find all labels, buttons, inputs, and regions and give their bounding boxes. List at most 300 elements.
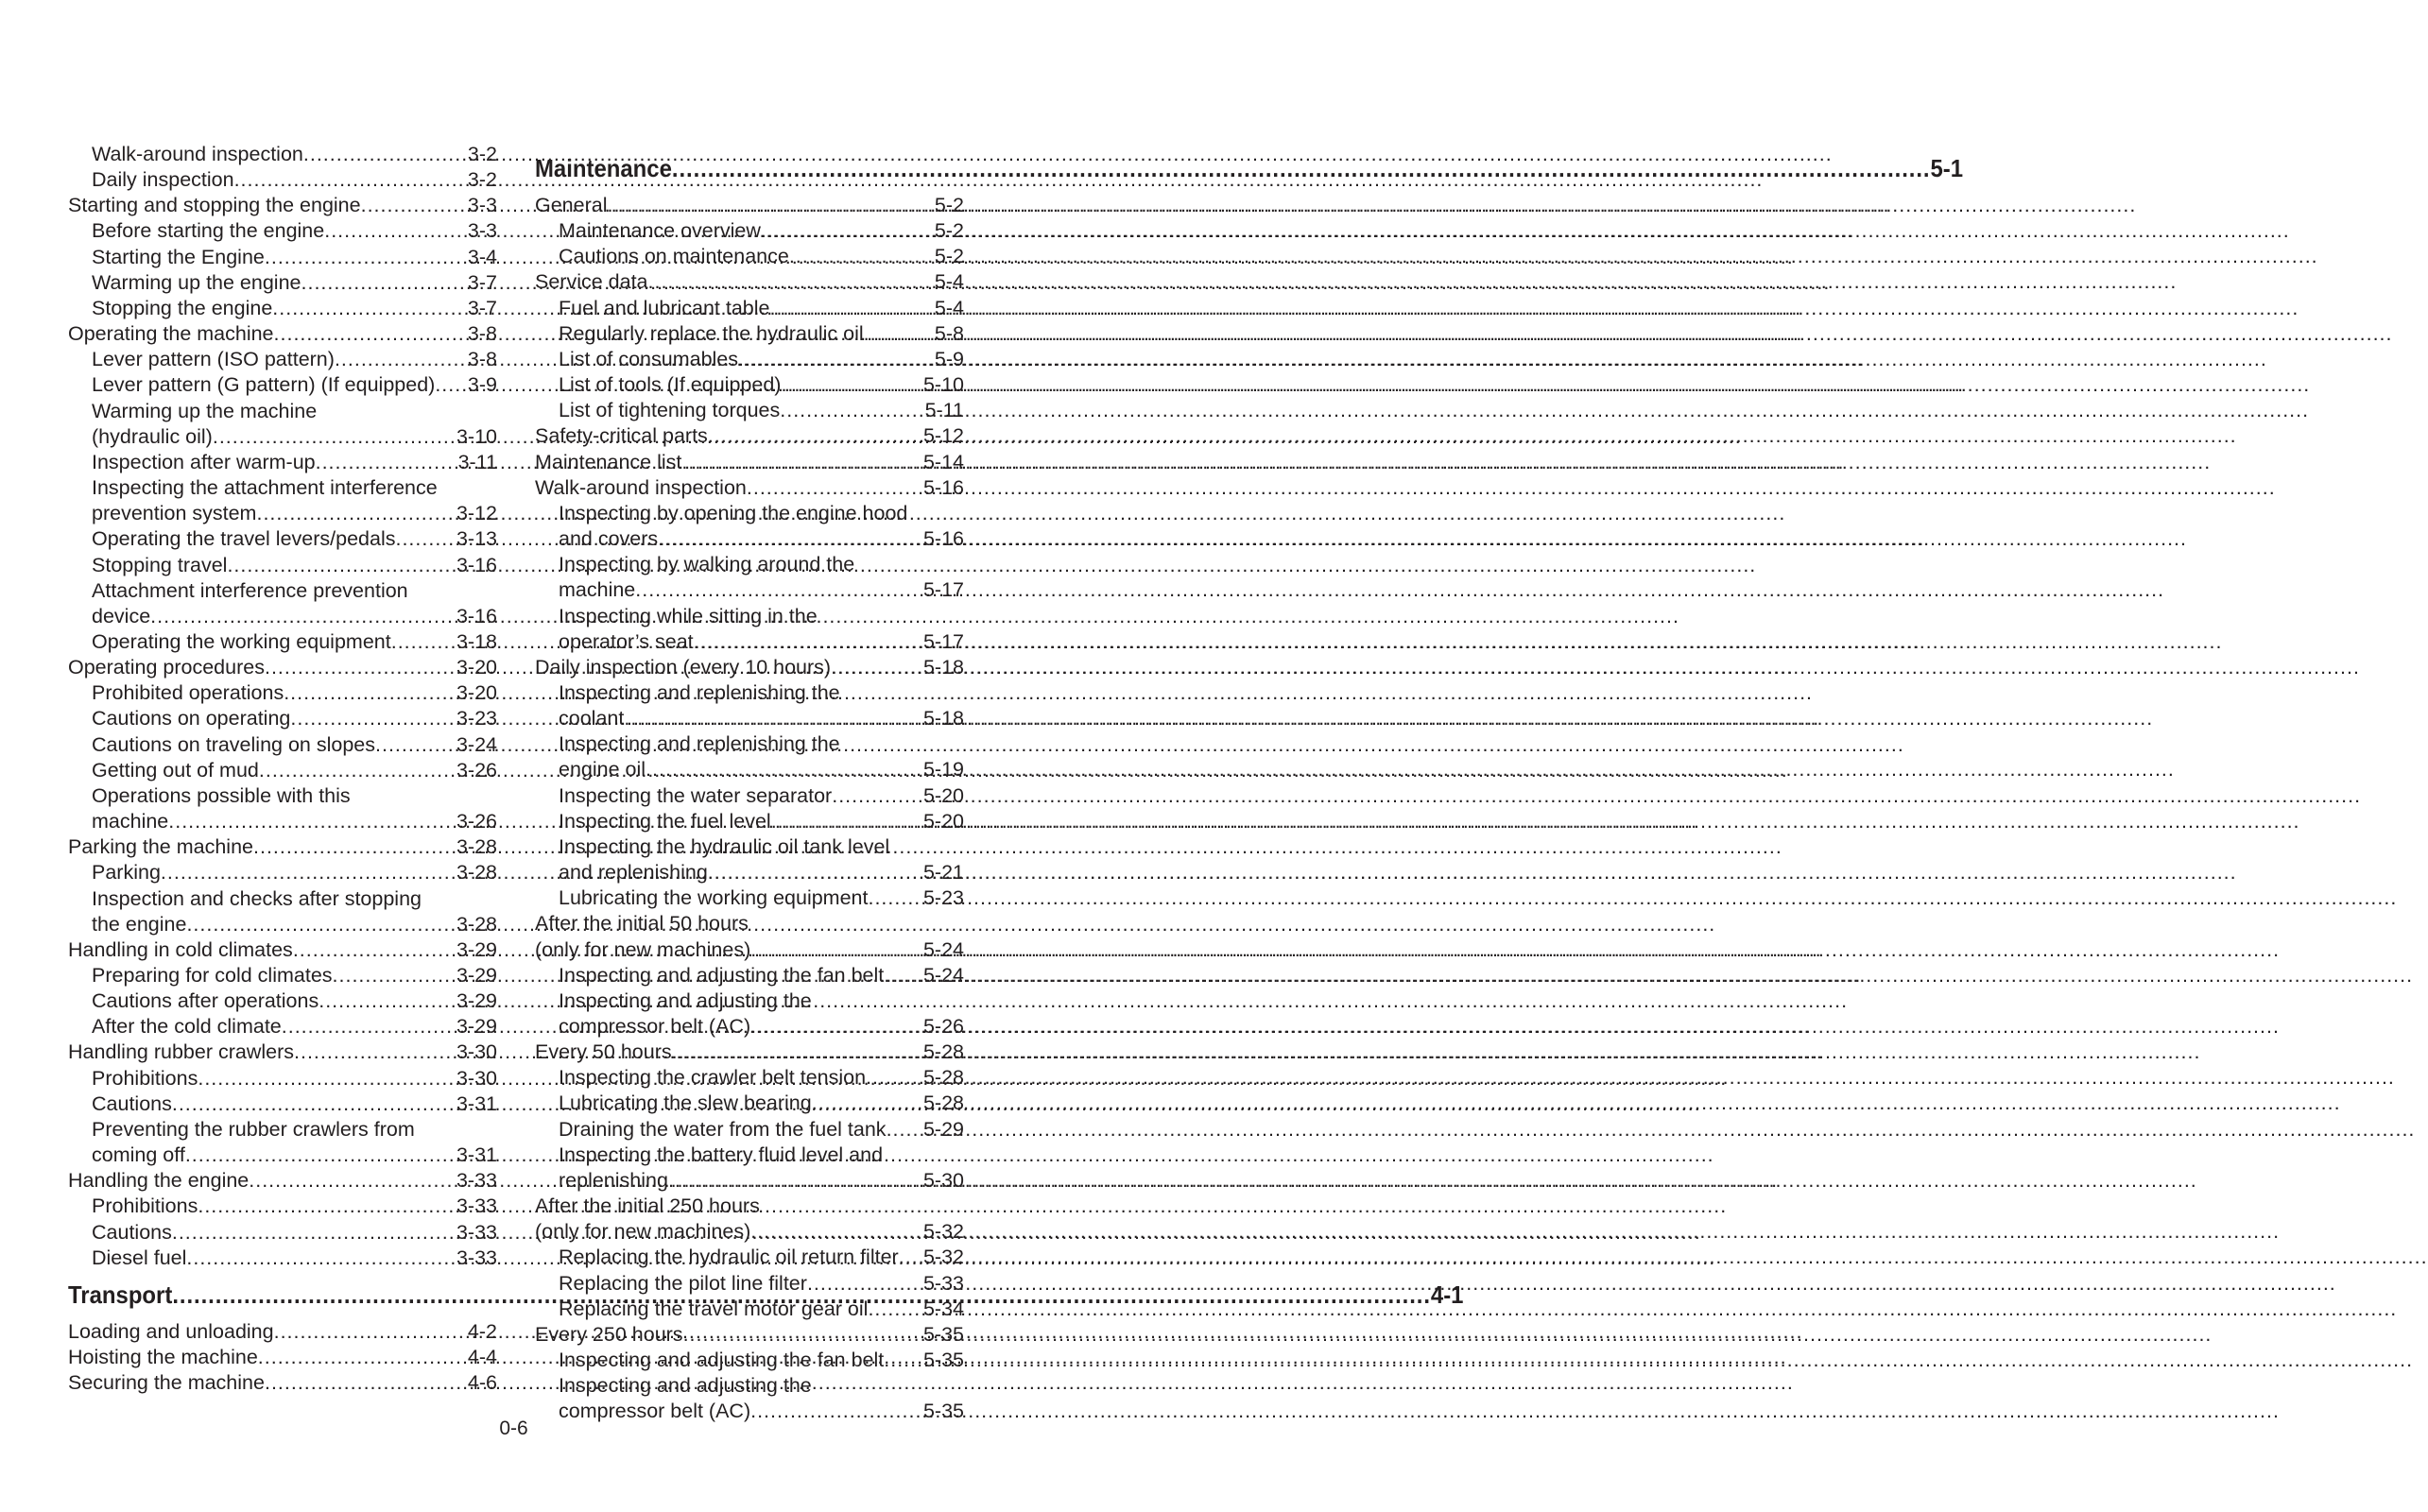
toc-entry-page: 3-16: [456, 604, 497, 627]
toc-entry-title: Inspecting the crawler belt tension: [559, 1066, 867, 1090]
dot-leader: [658, 526, 923, 552]
dot-leader: [335, 347, 468, 372]
dot-leader: [887, 1117, 923, 1143]
toc-entry-page: 3-11: [457, 450, 497, 473]
toc-entry-page: 3-16: [456, 553, 497, 576]
dot-leader: [866, 1065, 923, 1091]
toc-entry: [68, 604, 497, 629]
dot-leader: [249, 1168, 456, 1194]
toc-entry: [68, 296, 497, 321]
toc-entry: [535, 655, 964, 680]
dot-leader: [747, 475, 923, 501]
toc-entry-title: compressor belt (AC): [559, 1400, 751, 1423]
dot-leader: [812, 1091, 923, 1116]
toc-entry: [535, 526, 964, 552]
dot-leader: [324, 218, 468, 244]
dot-leader: [303, 142, 468, 167]
toc-entry-title: Operating procedures: [68, 656, 265, 679]
dot-leader: [172, 1091, 456, 1117]
toc-entry-page: 5-8: [934, 321, 964, 345]
toc-entry: [535, 1245, 964, 1270]
toc-entry: [68, 886, 497, 912]
toc-entry: [68, 578, 497, 604]
toc-entry: [535, 372, 964, 398]
heading-title: Transport: [68, 1280, 173, 1309]
toc-entry: [68, 193, 497, 218]
dot-leader: [832, 783, 923, 809]
toc-entry-page: 3-29: [456, 964, 497, 987]
toc-entry-page: 5-35: [922, 1400, 964, 1423]
heading-title: Maintenance: [535, 154, 672, 182]
heading-page: 5-1: [1930, 154, 1964, 182]
dot-leader: [770, 296, 935, 321]
toc-entry-page: 5-20: [922, 783, 964, 807]
toc-entry-title: Lubricating the working equipment: [559, 886, 869, 910]
dot-leader: [253, 834, 456, 860]
toc-entry: [535, 680, 964, 706]
toc-entry-title: Loading and unloading: [68, 1319, 274, 1343]
toc-entry-title: compressor belt (AC): [559, 1015, 751, 1038]
toc-entry: [535, 706, 964, 731]
toc-entry: [68, 1014, 497, 1040]
dot-leader: [256, 501, 456, 526]
toc-entry: [68, 1194, 497, 1219]
toc-entry-title: Starting the Engine: [92, 245, 265, 268]
toc-entry: [535, 1091, 964, 1116]
toc-entry-title: Inspecting and adjusting the: [559, 1374, 812, 1398]
toc-entry-title: Prohibited operations: [92, 681, 284, 705]
toc-entry-title: machine: [559, 578, 636, 602]
dot-leader: [681, 450, 923, 475]
toc-entry: [68, 245, 497, 270]
dot-leader: [868, 1297, 923, 1322]
toc-entry-title: Hoisting the machine: [68, 1346, 258, 1369]
dot-leader: [274, 321, 468, 347]
toc-entry: [68, 912, 497, 937]
toc-entry-page: 5-19: [922, 758, 964, 782]
toc-entry-page: 5-11: [924, 399, 964, 422]
toc-entry-title: Maintenance overview: [559, 219, 761, 243]
dot-leader: [161, 860, 456, 885]
toc-entry-page: 3-10: [456, 424, 497, 448]
toc-entry-title: Walk-around inspection: [92, 143, 303, 165]
toc-entry-page: 5-32: [922, 1220, 964, 1244]
toc-entry: [535, 269, 964, 295]
toc-entry-title: Stopping the engine: [92, 296, 273, 319]
toc-entry-page: 3-33: [456, 1220, 497, 1244]
toc-entry-page: 5-17: [922, 629, 964, 653]
toc-entry: [535, 834, 964, 860]
toc-entry: [68, 1319, 497, 1345]
toc-entry: [535, 1014, 964, 1040]
dot-leader: [265, 1370, 468, 1396]
toc-entry-title: Parking the machine: [68, 835, 253, 859]
toc-entry-title: Inspection and checks after stopping: [92, 886, 422, 910]
toc-entry-title: Before starting the engine: [92, 219, 325, 243]
toc-entry-page: 5-24: [922, 963, 964, 987]
toc-entry-title: operator’s seat: [559, 629, 694, 653]
toc-entry: [535, 296, 964, 321]
toc-entry-title: After the cold climate: [92, 1015, 282, 1039]
toc-entry-page: 3-26: [456, 810, 497, 833]
dot-leader: [646, 757, 923, 782]
toc-entry-title: Inspecting the hydraulic oil tank level: [559, 834, 890, 858]
toc-entry-page: 5-12: [922, 424, 964, 448]
toc-entry-title: Warming up the machine: [92, 399, 318, 422]
toc-entry: [68, 167, 497, 193]
toc-entry-title: Preventing the rubber crawlers from: [92, 1117, 415, 1141]
dot-leader: [282, 1014, 456, 1040]
toc-entry: [68, 1370, 497, 1396]
dot-leader: [708, 860, 923, 885]
toc-entry-title: Service data: [535, 270, 648, 294]
toc-entry-page: 5-34: [922, 1297, 964, 1320]
dot-leader: [265, 245, 468, 270]
toc-entry-title: (only for new machines): [535, 1220, 751, 1244]
toc-entry-page: 3-9: [467, 373, 497, 397]
toc-entry-title: List of tightening torques: [559, 399, 781, 422]
dot-leader: [864, 321, 935, 347]
toc-entry-page: 3-3: [467, 194, 497, 217]
toc-entry-title: After the initial 250 hours: [535, 1194, 760, 1218]
dot-leader: [761, 218, 935, 244]
toc-entry: [68, 1091, 497, 1117]
toc-entry: [68, 1345, 497, 1370]
toc-entry-title: (only for new machines): [535, 937, 751, 961]
dot-leader: [884, 963, 923, 988]
toc-entry-title: replenishing: [559, 1168, 668, 1192]
toc-entry-title: Inspecting the attachment interference: [92, 476, 438, 500]
toc-entry: [68, 142, 497, 167]
toc-entry: [68, 270, 497, 296]
dot-leader: [375, 732, 456, 758]
toc-entry-page: 3-29: [456, 1015, 497, 1039]
toc-entry: [535, 218, 964, 244]
toc-entry-page: 5-30: [922, 1168, 964, 1192]
dot-leader: [172, 1220, 456, 1246]
toc-entry-page: 3-4: [467, 245, 497, 268]
toc-entry-title: Prohibitions: [92, 1066, 198, 1090]
dot-leader: [168, 809, 456, 834]
toc-list: [68, 142, 497, 1271]
toc-entry-title: Cautions on maintenance: [559, 245, 789, 268]
toc-entry: [535, 783, 964, 809]
toc-entry: [535, 911, 964, 936]
toc-entry: [68, 680, 497, 706]
toc-entry-title: Regularly replace the hydraulic oil: [559, 321, 864, 345]
toc-entry: [535, 1065, 964, 1091]
toc-entry-page: 5-2: [934, 219, 964, 243]
dot-leader: [284, 680, 456, 706]
dot-leader: [780, 398, 924, 423]
toc-entry: [68, 424, 497, 450]
toc-entry-page: 5-16: [922, 475, 964, 499]
toc-entry-title: Cautions on operating: [92, 707, 291, 730]
toc-entry-page: 3-20: [456, 656, 497, 679]
toc-entry-page: 3-7: [467, 296, 497, 319]
toc-entry-page: 3-28: [456, 861, 497, 885]
toc-entry-title: Replacing the travel motor gear oil: [559, 1297, 869, 1320]
dot-leader: [694, 629, 923, 655]
toc-entry-page: 3-24: [456, 732, 497, 756]
toc-entry: [535, 988, 964, 1014]
dot-leader: [274, 1319, 468, 1345]
toc-entry-title: Operating the working equipment: [92, 629, 391, 653]
toc-entry-title: Handling in cold climates: [68, 937, 293, 961]
dot-leader: [750, 1219, 923, 1245]
toc-entry: [535, 552, 964, 577]
toc-entry: [535, 1297, 964, 1322]
toc-entry-page: 5-35: [922, 1349, 964, 1372]
toc-entry-title: Starting and stopping the engine: [68, 194, 361, 217]
toc-entry-page: 3-30: [456, 1040, 497, 1064]
toc-entry-page: 5-28: [922, 1066, 964, 1090]
toc-entry-page: 3-18: [456, 629, 497, 653]
dot-leader: [395, 526, 456, 552]
toc-entry-title: Operations possible with this: [92, 783, 351, 807]
dot-leader: [272, 296, 468, 321]
toc-entry: [68, 450, 497, 475]
toc-entry-page: 5-23: [922, 886, 964, 910]
toc-entry-title: Inspecting the fuel level: [559, 809, 771, 833]
dot-leader: [301, 270, 468, 296]
toc-entry: [68, 1168, 497, 1194]
toc-entry: [68, 372, 497, 398]
toc-entry-title: Inspecting the battery fluid level and: [559, 1143, 884, 1166]
dot-leader: [435, 372, 468, 398]
dot-leader: [668, 1168, 923, 1194]
dot-leader: [227, 553, 456, 578]
section-heading-maintenance: [535, 154, 1964, 182]
toc-entry-title: Replacing the hydraulic oil return filter: [559, 1246, 899, 1269]
toc-entry-page: 3-20: [456, 681, 497, 705]
toc-entry-page: 3-2: [467, 143, 497, 165]
toc-entry-page: 3-12: [456, 502, 497, 525]
toc-entry: [535, 629, 964, 655]
dot-leader: [234, 167, 468, 193]
dot-leader: [750, 1014, 923, 1040]
dot-leader: [316, 450, 458, 475]
toc-entry-title: Cautions on traveling on slopes: [92, 732, 375, 756]
toc-entry-title: and replenishing: [559, 861, 708, 885]
toc-entry: [68, 501, 497, 526]
toc-entry-title: Inspecting while sitting in the: [559, 604, 818, 627]
toc-entry-title: Inspecting and replenishing the: [559, 680, 840, 704]
toc-entry-page: 3-28: [456, 835, 497, 859]
toc-entry-title: Every 250 hours: [535, 1322, 683, 1346]
toc-entry: [68, 860, 497, 885]
toc-entry: [68, 655, 497, 680]
toc-entry-page: 5-10: [922, 373, 964, 397]
toc-entry-title: Prohibitions: [92, 1194, 198, 1218]
toc-entry-page: 5-17: [922, 578, 964, 602]
toc-entry: [535, 1271, 964, 1297]
toc-entry-title: Operating the travel levers/pedals: [92, 527, 396, 551]
dot-leader: [198, 1194, 456, 1219]
toc-entry: [535, 1143, 964, 1168]
toc-entry-page: 3-29: [456, 989, 497, 1013]
toc-entry-title: prevention system: [92, 502, 257, 525]
toc-entry: [68, 399, 497, 424]
toc-entry: [68, 988, 497, 1014]
toc-entry-title: List of consumables: [559, 347, 739, 370]
toc-entry-page: 5-20: [922, 809, 964, 833]
dot-leader: [672, 1040, 923, 1065]
dot-leader: [750, 937, 923, 963]
toc-entry-title: Daily inspection: [92, 168, 234, 192]
dot-leader: [781, 372, 923, 398]
toc-entry-page: 3-29: [456, 937, 497, 961]
dot-leader: [319, 988, 456, 1014]
toc-entry-title: Stopping travel: [92, 553, 228, 576]
toc-entry-page: 5-21: [922, 861, 964, 885]
dot-leader: [293, 937, 456, 963]
toc-entry-title: Handling rubber crawlers: [68, 1040, 294, 1064]
toc-entry-title: Daily inspection (every 10 hours): [535, 655, 832, 679]
toc-entry-title: coming off: [92, 1143, 185, 1167]
toc-entry-title: Fuel and lubricant table: [559, 296, 770, 319]
dot-leader: [884, 1348, 923, 1373]
toc-entry: [535, 731, 964, 757]
toc-entry-title: machine: [92, 810, 169, 833]
toc-entry: [535, 757, 964, 782]
toc-entry-page: 3-31: [456, 1143, 497, 1167]
toc-entry: [68, 1246, 497, 1271]
toc-entry: [535, 809, 964, 834]
toc-entry-page: 3-7: [467, 270, 497, 294]
toc-entry: [68, 834, 497, 860]
toc-entry-page: 3-3: [467, 219, 497, 243]
toc-entry: [535, 1219, 964, 1245]
toc-entry-title: Inspecting by opening the engine hood: [559, 501, 908, 524]
toc-entry: [535, 1117, 964, 1143]
dot-leader: [258, 1345, 468, 1370]
dot-leader: [868, 885, 922, 911]
toc-entry: [68, 347, 497, 372]
toc-entry-page: 5-18: [922, 655, 964, 679]
dot-leader: [265, 655, 456, 680]
toc-entry-title: Lever pattern (G pattern) (If equipped): [92, 373, 436, 397]
dot-leader: [198, 1066, 456, 1091]
toc-entry-title: (hydraulic oil): [92, 424, 213, 448]
toc-entry: [535, 937, 964, 963]
toc-entry: [535, 1373, 964, 1399]
toc-entry: [68, 1143, 497, 1168]
dot-leader: [635, 577, 923, 603]
toc-entry: [68, 475, 497, 501]
toc-entry-page: 5-4: [934, 270, 964, 294]
dot-leader: [648, 269, 935, 295]
toc-entry-page: 4-2: [467, 1319, 497, 1343]
dot-leader: [186, 1246, 456, 1271]
toc-entry: [68, 1220, 497, 1246]
toc-entry-title: Inspecting by walking around the: [559, 553, 855, 576]
toc-entry: [68, 758, 497, 783]
toc-entry-page: 3-33: [456, 1194, 497, 1218]
toc-entry-title: Lever pattern (ISO pattern): [92, 348, 335, 371]
toc-entry-page: 5-28: [922, 1040, 964, 1064]
toc-entry-page: 3-8: [467, 348, 497, 371]
toc-entry-page: 5-24: [922, 937, 964, 961]
toc-entry-title: Diesel fuel: [92, 1246, 187, 1269]
toc-entry-title: List of tools (If equipped): [559, 373, 782, 397]
dot-leader: [391, 629, 456, 655]
dot-leader: [333, 963, 456, 988]
toc-entry: [68, 706, 497, 731]
heading-page: 4-1: [1430, 1280, 1464, 1309]
toc-entry-page: 5-26: [922, 1015, 964, 1038]
toc-entry-title: Replacing the pilot line filter: [559, 1271, 807, 1295]
toc-entry: [535, 963, 964, 988]
toc-entry: [535, 1040, 964, 1065]
toc-entry: [68, 553, 497, 578]
toc-entry: [68, 1117, 497, 1143]
toc-entry: [535, 244, 964, 269]
toc-entry: [68, 526, 497, 552]
dot-leader: [608, 193, 935, 218]
toc-entry: [535, 347, 964, 372]
toc-entry: [535, 193, 964, 218]
toc-entry-title: Preparing for cold climates: [92, 964, 333, 987]
toc-entry-page: 3-31: [456, 1091, 497, 1115]
toc-entry-page: 5-2: [934, 194, 964, 216]
toc-entry-title: and covers: [559, 527, 659, 551]
toc-entry: [535, 398, 964, 423]
toc-entry: [535, 604, 964, 629]
page-number: 0-6: [499, 1418, 528, 1439]
dot-leader: [789, 244, 935, 269]
toc-entry-page: 3-13: [456, 527, 497, 551]
toc-entry-page: 4-4: [467, 1346, 497, 1369]
toc-entry-title: Lubricating the slew bearing: [559, 1091, 812, 1115]
dot-leader: [899, 1245, 923, 1270]
toc-entry-title: Warming up the engine: [92, 270, 301, 294]
toc-entry-title: Draining the water from the fuel tank: [559, 1117, 887, 1141]
dot-leader: [150, 604, 456, 629]
dot-leader: [771, 809, 923, 834]
toc-entry: [68, 218, 497, 244]
toc-entry: [535, 577, 964, 603]
toc-entry: [535, 501, 964, 526]
toc-entry: [535, 1348, 964, 1373]
toc-entry: [68, 732, 497, 758]
toc-entry-title: Cautions: [92, 1220, 172, 1244]
toc-entry-title: Safety-critical parts: [535, 424, 708, 448]
toc-entry-page: 5-33: [922, 1271, 964, 1295]
toc-entry: [68, 1066, 497, 1091]
dot-leader: [683, 1322, 923, 1348]
toc-entry: [535, 321, 964, 347]
toc-entry-page: 5-9: [934, 347, 964, 370]
dot-leader: [807, 1271, 923, 1297]
toc-entry-page: 5-35: [922, 1322, 964, 1346]
toc-entry-title: After the initial 50 hours: [535, 912, 749, 936]
toc-entry-page: 5-28: [922, 1091, 964, 1115]
toc-list: [535, 193, 964, 1425]
toc-entry-title: Cautions after operations: [92, 989, 319, 1013]
toc-entry-page: 5-14: [922, 450, 964, 473]
toc-entry: [535, 475, 964, 501]
toc-entry: [68, 321, 497, 347]
dot-leader: [290, 706, 456, 731]
toc-entry: [535, 860, 964, 885]
toc-entry-page: 5-4: [934, 296, 964, 319]
dot-leader: [361, 193, 468, 218]
dot-leader: [708, 423, 923, 449]
toc-entry-title: Handling the engine: [68, 1169, 250, 1193]
toc-entry-title: engine oil: [559, 758, 646, 782]
toc-entry-page: 3-33: [456, 1169, 497, 1193]
